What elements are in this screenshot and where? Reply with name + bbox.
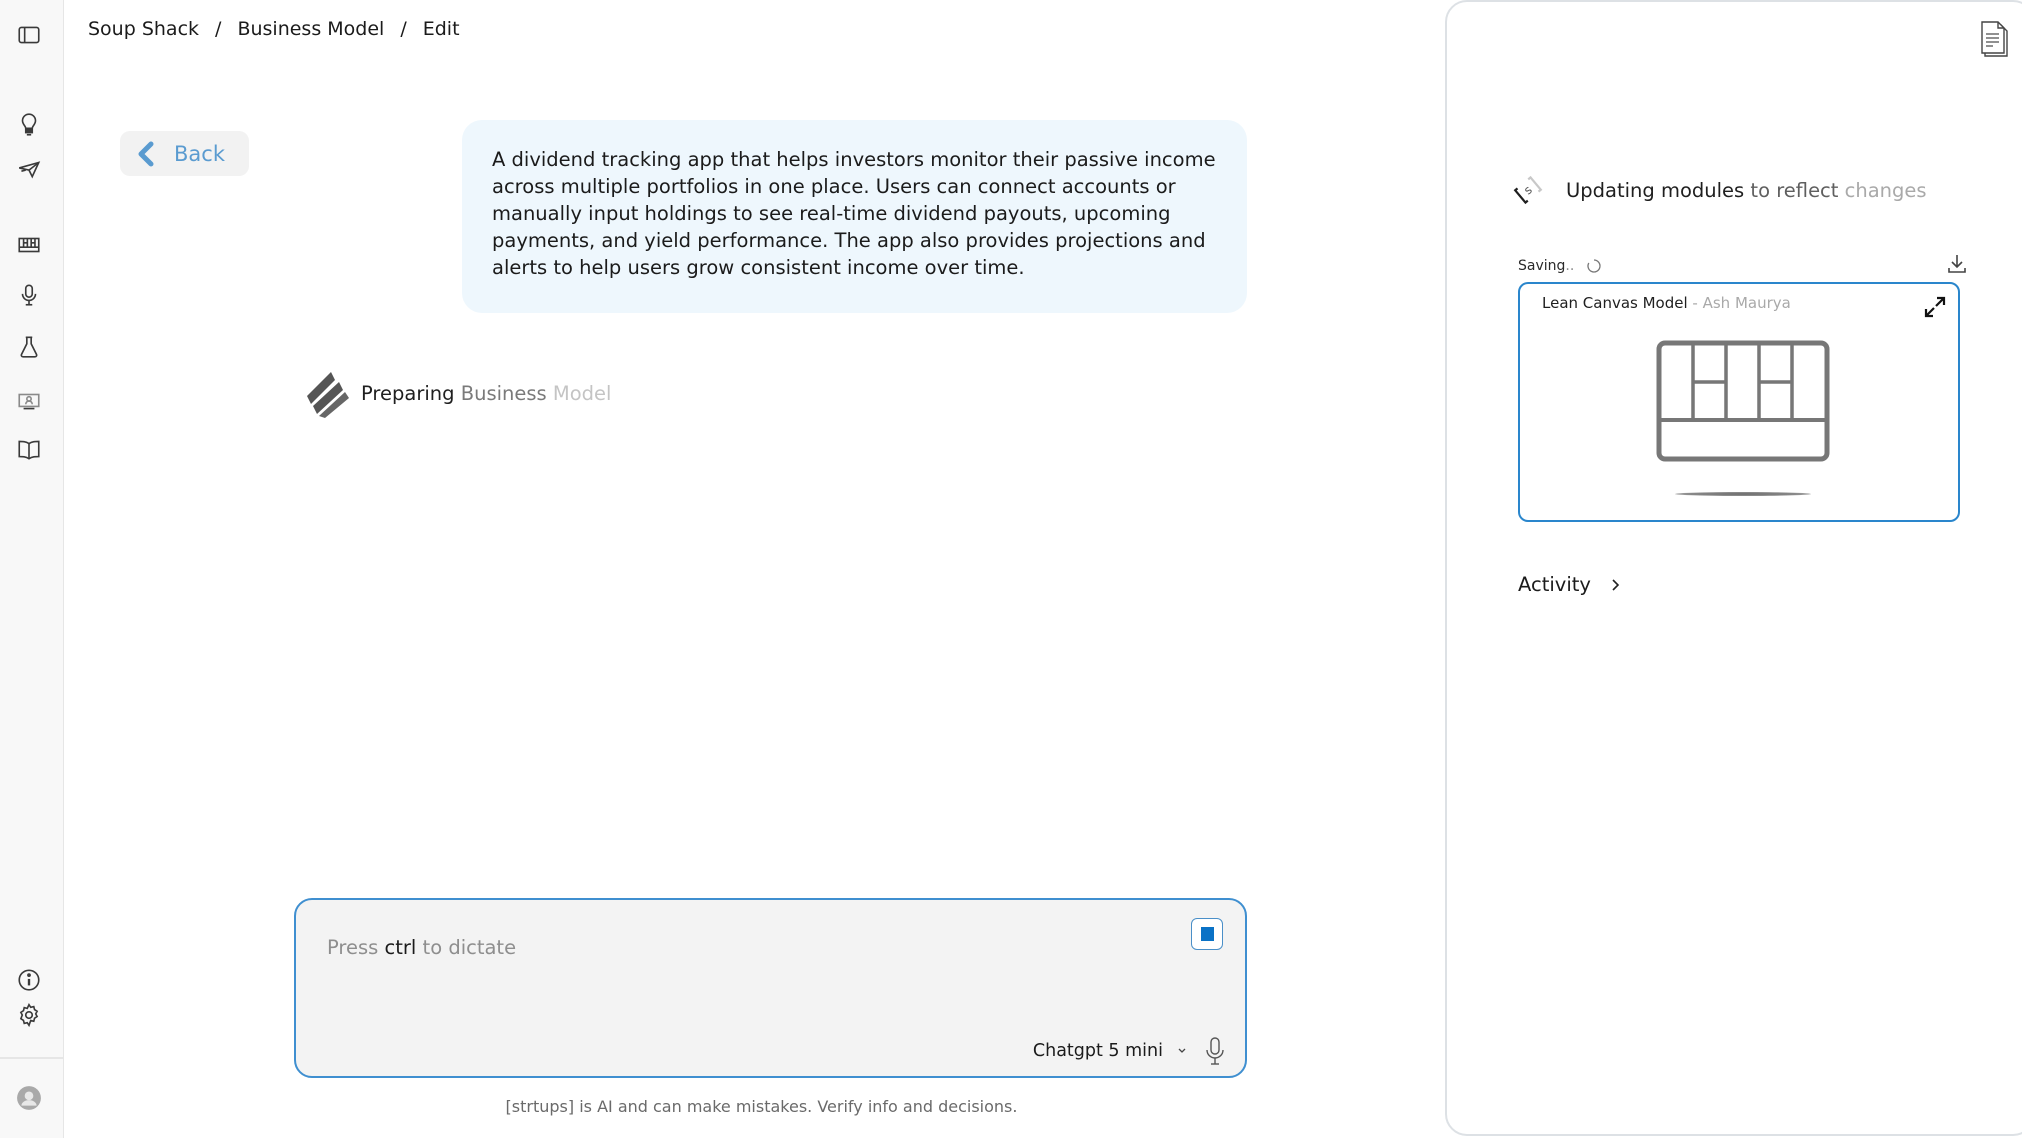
breadcrumb-separator: / bbox=[215, 18, 222, 40]
canvas-author: Ash Maurya bbox=[1702, 294, 1791, 312]
download-icon bbox=[1945, 252, 1969, 276]
model-label: Chatgpt 5 mini bbox=[1032, 1041, 1163, 1061]
microphone-icon[interactable] bbox=[14, 280, 44, 310]
microphone-icon bbox=[1203, 1036, 1227, 1066]
saving-dots: .. bbox=[1565, 258, 1575, 274]
placeholder-suffix: to dictate bbox=[422, 936, 517, 959]
monitor-user-icon[interactable] bbox=[14, 386, 44, 416]
svg-text:s: s bbox=[1521, 182, 1535, 198]
preparing-status bbox=[305, 368, 611, 418]
input-placeholder bbox=[327, 936, 516, 959]
status-word-2: Business bbox=[460, 381, 547, 405]
model-selector[interactable] bbox=[1033, 1041, 1187, 1061]
updating-text-3: changes bbox=[1844, 178, 1927, 202]
loading-spinner-icon bbox=[1586, 258, 1602, 274]
avatar-icon[interactable] bbox=[14, 1083, 44, 1113]
back-button[interactable] bbox=[120, 131, 249, 176]
paper-plane-icon[interactable] bbox=[14, 154, 44, 184]
stop-button[interactable] bbox=[1191, 918, 1223, 950]
saving-indicator bbox=[1518, 258, 1602, 274]
updating-status bbox=[1512, 174, 1927, 206]
lightbulb-icon[interactable] bbox=[14, 110, 44, 140]
chevron-right-icon bbox=[1611, 578, 1621, 592]
chevron-down-icon bbox=[1177, 1047, 1187, 1055]
activity-label: Activity bbox=[1518, 573, 1591, 596]
lean-canvas-diagram-icon bbox=[1656, 340, 1830, 462]
lean-canvas-card[interactable] bbox=[1518, 282, 1960, 522]
canvas-title: Lean Canvas Model bbox=[1542, 294, 1688, 312]
canvas-separator: - bbox=[1687, 294, 1703, 312]
download-button[interactable] bbox=[1945, 252, 1969, 276]
document-icon bbox=[1977, 20, 2013, 60]
flask-icon[interactable] bbox=[14, 332, 44, 362]
sidebar bbox=[0, 0, 64, 1138]
updating-text-1: Updating modules bbox=[1566, 178, 1745, 202]
ai-disclaimer: [strtups] is AI and can make mistakes. Verify info and decisions. bbox=[505, 1097, 1018, 1116]
updating-text-2: to reflect bbox=[1750, 178, 1839, 202]
gear-icon[interactable] bbox=[14, 1000, 44, 1030]
placeholder-key: ctrl bbox=[384, 936, 417, 959]
right-panel bbox=[1445, 0, 2022, 1136]
back-label: Back bbox=[174, 141, 225, 166]
user-prompt-bubble: A dividend tracking app that helps investors monitor their passive income across multiple portfolios in one place. Users can connect accounts or manually input holdings to see real-time dividend payouts, upcoming payments, and yield performance. The app also provides projections and alerts to help users grow consistent income over time. bbox=[462, 120, 1247, 313]
chat-input[interactable] bbox=[294, 898, 1247, 1078]
book-icon[interactable] bbox=[14, 434, 44, 464]
panel-left-icon[interactable] bbox=[14, 20, 44, 50]
saving-label: Saving bbox=[1518, 258, 1566, 274]
stairs-logo-icon bbox=[305, 368, 351, 418]
expand-button[interactable] bbox=[1922, 294, 1948, 320]
breadcrumb bbox=[88, 18, 460, 40]
canvas-card-title bbox=[1542, 294, 1791, 312]
info-icon[interactable] bbox=[14, 965, 44, 995]
expand-arrows-icon bbox=[1922, 294, 1948, 320]
canvas-shadow bbox=[1675, 492, 1811, 496]
strtups-logo-spinner-icon bbox=[1512, 174, 1544, 206]
sidebar-divider bbox=[0, 1057, 64, 1059]
document-button[interactable] bbox=[1977, 20, 2013, 60]
chevron-left-icon bbox=[136, 141, 156, 167]
status-word-3: Model bbox=[552, 381, 612, 405]
breadcrumb-business-model[interactable]: Business Model bbox=[237, 18, 385, 40]
microphone-button[interactable] bbox=[1203, 1036, 1227, 1066]
breadcrumb-separator: / bbox=[400, 18, 407, 40]
placeholder-prefix: Press bbox=[327, 936, 379, 959]
status-word-1: Preparing bbox=[361, 381, 455, 405]
canvas-grid-icon[interactable] bbox=[14, 230, 44, 260]
activity-toggle[interactable] bbox=[1518, 573, 1621, 596]
breadcrumb-edit: Edit bbox=[422, 18, 460, 40]
stop-icon bbox=[1201, 927, 1214, 941]
breadcrumb-project[interactable]: Soup Shack bbox=[88, 18, 200, 40]
